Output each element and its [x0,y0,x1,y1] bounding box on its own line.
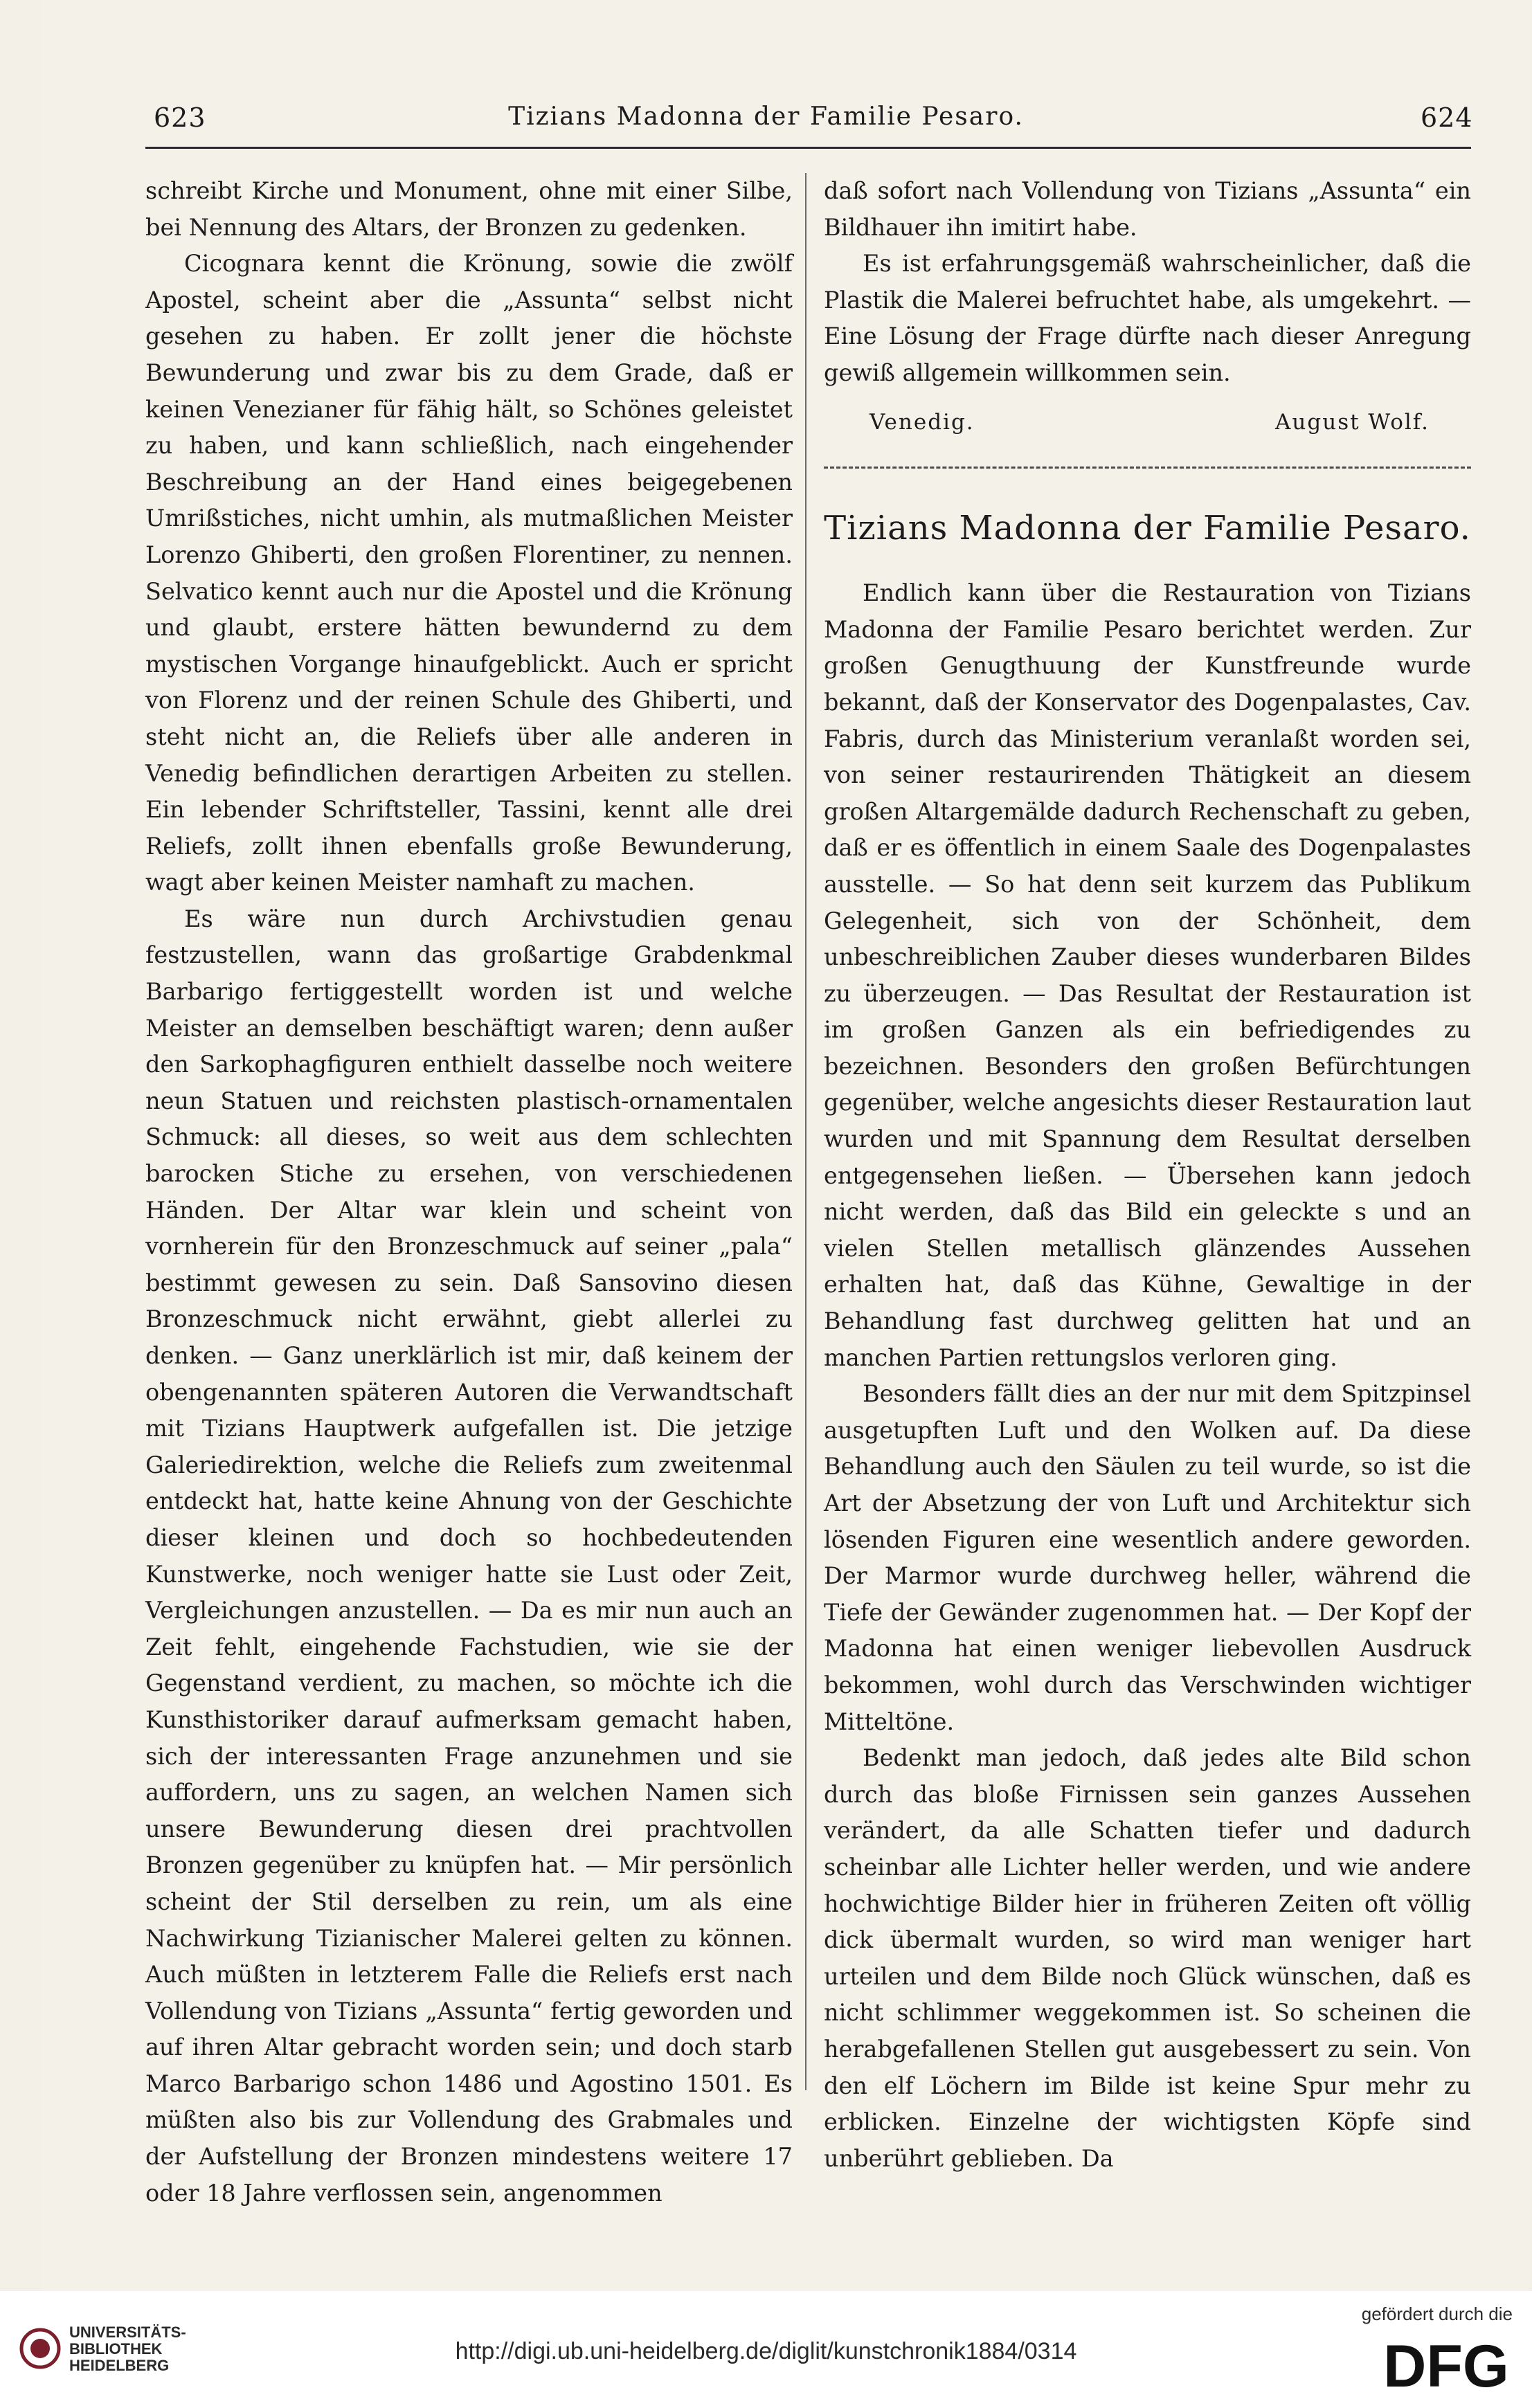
right-column [824,173,1471,2177]
paragraph: Es ist erfahrungsgemäß wahrscheinlicher, daß die Plastik die Malerei befruchtet habe, als umgekehrt. — Eine Lösung der Frage dürfte nach dieser Anregung gewiß allgemein willkommen sein. [824,250,1471,386]
left-column [145,173,793,2211]
institution-line: BIBLIOTHEK [69,2340,163,2357]
institution-line: HEIDELBERG [69,2357,170,2374]
column-divider [805,173,806,2090]
dfg-logo-icon [1377,2333,1515,2395]
left-page-number: 623 [154,102,206,133]
paragraph: daß sofort nach Vollendung von Tizians „Assunta“ ein Bildhauer ihn imitirt habe. [824,177,1471,241]
paragraph: Besonders fällt dies an der nur mit dem Spitzpinsel ausgetupften Luft und den Wolken auf. Da diese Behandlung auch den Säulen zu teil wurde, so ist die Art der Absetzung der von Luft und Architektur sich lösenden Figuren eine wesentlich andere geworden. Der Marmor wurde durchweg heller, während die Tiefe der Gewänder zugenommen hat. — Der Kopf der Madonna hat einen weniger liebevollen Ausdruck bekommen, wohl durch das Verschwinden wichtiger Mitteltöne. [824,1380,1471,1735]
section-divider [824,467,1471,469]
funded-by-label: gefördert durch die [1361,2303,1513,2324]
paragraph: Es wäre nun durch Archivstudien genau festzustellen, wann das großartige Grabdenkmal Barbarigo fertiggestellt worden ist und welche Meister an demselben beschäftigt waren; denn außer den Sarkophagfiguren enthielt dasselbe noch weitere neun Statuen und reichsten plastisch-ornamentalen Schmuck: all dieses, so weit aus dem schlechten barocken Stiche zu ersehen, von verschiedenen Händen. Der Altar war klein und scheint von vornherein für den Bronzeschmuck auf seiner „pala“ bestimmt gewesen zu sein. Daß Sansovino diesen Bronzeschmuck nicht erwähnt, giebt allerlei zu denken. — Ganz unerklärlich ist mir, daß keinem der obengenannten späteren Autoren die Verwandtschaft mit Tizians Hauptwerk aufgefallen ist. Die jetzige Galeriedirektion, welche die Reliefs zum zweitenmal entdeckt hat, hatte keine Ahnung von der Geschichte dieser kleinen und doch so hochbedeutenden Kunstwerke, noch weniger hatte sie Lust oder Zeit, Vergleichungen anzustellen. — Da es mir nun auch an Zeit fehlt, eingehende Fachstudien, wie sie der Gegenstand verdient, zu machen, so möchte ich die Kunsthistoriker darauf aufmerksam gemacht haben, sich der interessanten Frage anzunehmen und sie auffordern, uns zu sagen, an welchen Namen sich unsere Bewunderung diesen drei prachtvollen Bronzen gegenüber zu knüpfen hat. — Mir persönlich scheint der Stil derselben zu rein, um als eine Nachwirkung Tizianischer Malerei gelten zu können. Auch müßten in letzterem Falle die Reliefs erst nach Vollendung von Tizians „Assunta“ fertig geworden und auf ihren Altar gebracht worden sein; und doch starb Marco Barbarigo schon 1486 und Agostino 1501. Es müßten also bis zur Vollendung des Grabmales und der Aufstellung der Bronzen mindestens weitere 17 oder 18 Jahre verflossen sein, angenommen [145,905,793,2207]
paragraph: Bedenkt man jedoch, daß jedes alte Bild schon durch das bloße Firnissen sein ganzes Aussehen verändert, da alle Schatten tiefer und dadurch scheinbar alle Lichter heller werden, und wie andere hochwichtige Bilder hier in früheren Zeiten oft völlig dick übermalt wurden, so wird man weniger hart urteilen und dem Bilde noch Glück wünschen, daß es nicht schlimmer weggekommen ist. So scheinen die herabgefallenen Stellen gut ausgebessert zu sein. Von den elf Löchern im Bilde ist keine Spur mehr zu erblicken. Einzelne der wichtigsten Köpfe sind unberührt geblieben. Da [824,1744,1471,2172]
signature-line [824,404,1471,441]
paragraph: schreibt Kirche und Monument, ohne mit einer Silbe, bei Nennung des Altars, der Bronzen zu gedenken. [145,177,793,241]
paragraph: Cicognara kennt die Krönung, sowie die zwölf Apostel, scheint aber die „Assunta“ selbst nicht gesehen zu haben. Er zollt jener die höchste Bewunderung und zwar bis zu dem Grade, daß er keinen Venezianer für fähig hält, so Schönes geleistet zu haben, und kann schließlich, nach eingehender Beschreibung an der Hand eines beigegebenen Umrißstiches, nicht umhin, als mutmaßlichen Meister Lorenzo Ghiberti, den großen Florentiner, zu nennen. Selvatico kennt auch nur die Apostel und die Krönung und glaubt, erstere hätten bewundernd zu dem mystischen Vorgange hinaufgeblickt. Auch er spricht von Florenz und der reinen Schule des Ghiberti, und steht nicht an, die Reliefs über alle anderen in Venedig befindlichen derartigen Arbeiten zu stellen. Ein lebender Schriftsteller, Tassini, kennt alle drei Reliefs, zollt ihnen ebenfalls große Bewunderung, wagt aber keinen Meister namhaft zu machen. [145,250,793,896]
header-rule [145,147,1471,149]
permalink[interactable]: http://digi.ub.uni-heidelberg.de/diglit/kunstchronik1884/0314 [455,2338,1077,2364]
signature-author: August Wolf. [1275,409,1430,435]
running-title: Tizians Madonna der Familie Pesaro. [508,102,1024,131]
right-page-number: 624 [1421,102,1473,133]
signature-place: Venedig. [869,409,975,435]
institution-line: UNIVERSITÄTS- [69,2324,186,2341]
svg-text:DFG: DFG [1383,2333,1509,2395]
article-title: Tizians Madonna der Familie Pesaro. [824,509,1471,548]
digitization-footer [0,2291,1532,2408]
paragraph: Endlich kann über die Restauration von Tizians Madonna der Familie Pesaro berichtet werden. Zur großen Genugthuung der Kunstfreunde wurde bekannt, daß der Konservator des Dogenpalastes, Cav. Fabris, durch das Ministerium veranlaßt worden sei, von seiner restaurirenden Thätigkeit an diesem großen Altargemälde dadurch Rechenschaft zu geben, daß er es öffentlich in einem Saale des Dogenpalastes ausstelle. — So hat denn seit kurzem das Publikum Gelegenheit, sich von der Schönheit, dem unbeschreiblichen Zauber dieses wunderbaren Bildes zu überzeugen. — Das Resultat der Restauration ist im großen Ganzen als ein befriedigendes zu bezeichnen. Besonders den großen Befürchtungen gegenüber, welche angesichts dieser Restauration laut wurden und mit Spannung dem Resultat derselben entgegensehen ließen. — Übersehen kann jedoch nicht werden, daß das Bild ein geleckte s und an vielen Stellen metallisch glänzendes Aussehen erhalten hat, daß das Kühne, Gewaltige in der Behandlung fast durchweg gelitten hat und an manchen Partien rettungslos verloren ging. [824,579,1471,1371]
